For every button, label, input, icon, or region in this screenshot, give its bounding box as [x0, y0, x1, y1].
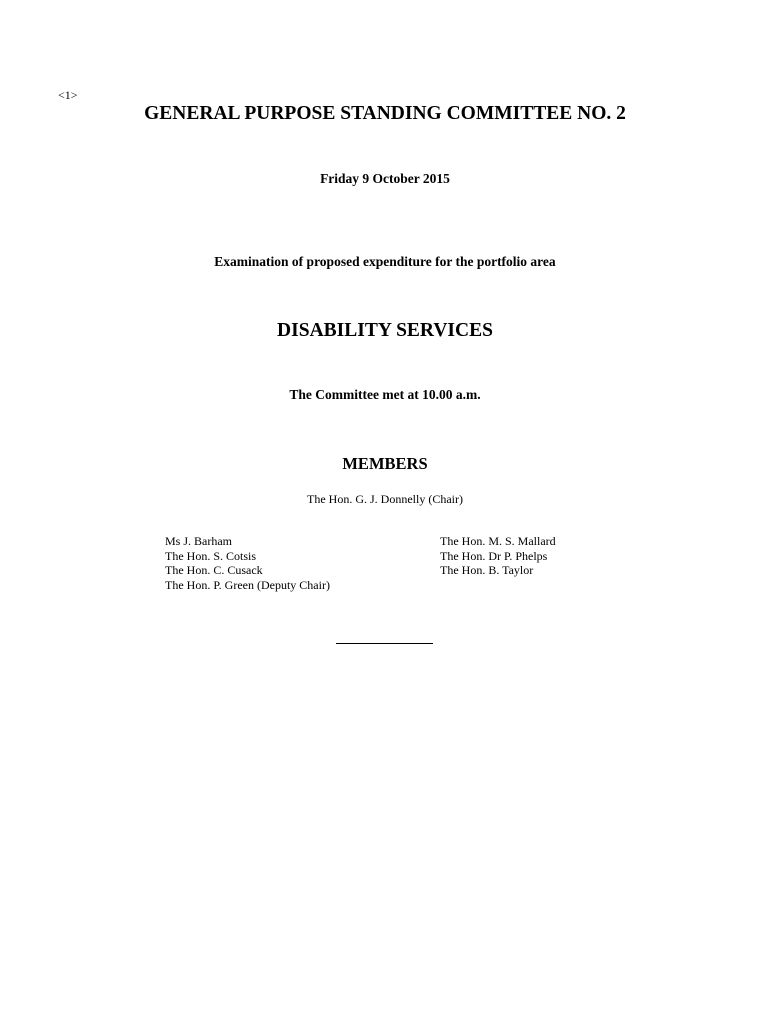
- portfolio-title: DISABILITY SERVICES: [277, 320, 493, 341]
- members-right-column: [440, 534, 556, 578]
- committee-title: GENERAL PURPOSE STANDING COMMITTEE NO. 2: [144, 103, 626, 124]
- member-name: The Hon. C. Cusack: [165, 563, 263, 578]
- page-number-marker: <1>: [58, 88, 78, 102]
- meeting-time: The Committee met at 10.00 a.m.: [289, 387, 481, 402]
- member-name: The Hon. S. Cotsis: [165, 548, 257, 563]
- members-heading: MEMBERS: [342, 454, 428, 473]
- section-divider: [336, 643, 433, 644]
- examination-line: Examination of proposed expenditure for the portfolio area: [214, 254, 556, 269]
- hearing-date: Friday 9 October 2015: [320, 171, 450, 186]
- member-name: The Hon. B. Taylor: [440, 563, 534, 578]
- member-name: The Hon. Dr P. Phelps: [440, 548, 548, 563]
- member-name: The Hon. M. S. Mallard: [440, 534, 556, 548]
- committee-chair: The Hon. G. J. Donnelly (Chair): [307, 492, 463, 506]
- member-name: The Hon. P. Green (Deputy Chair): [165, 577, 330, 592]
- member-name: Ms J. Barham: [165, 534, 232, 548]
- members-left-column: [165, 534, 330, 592]
